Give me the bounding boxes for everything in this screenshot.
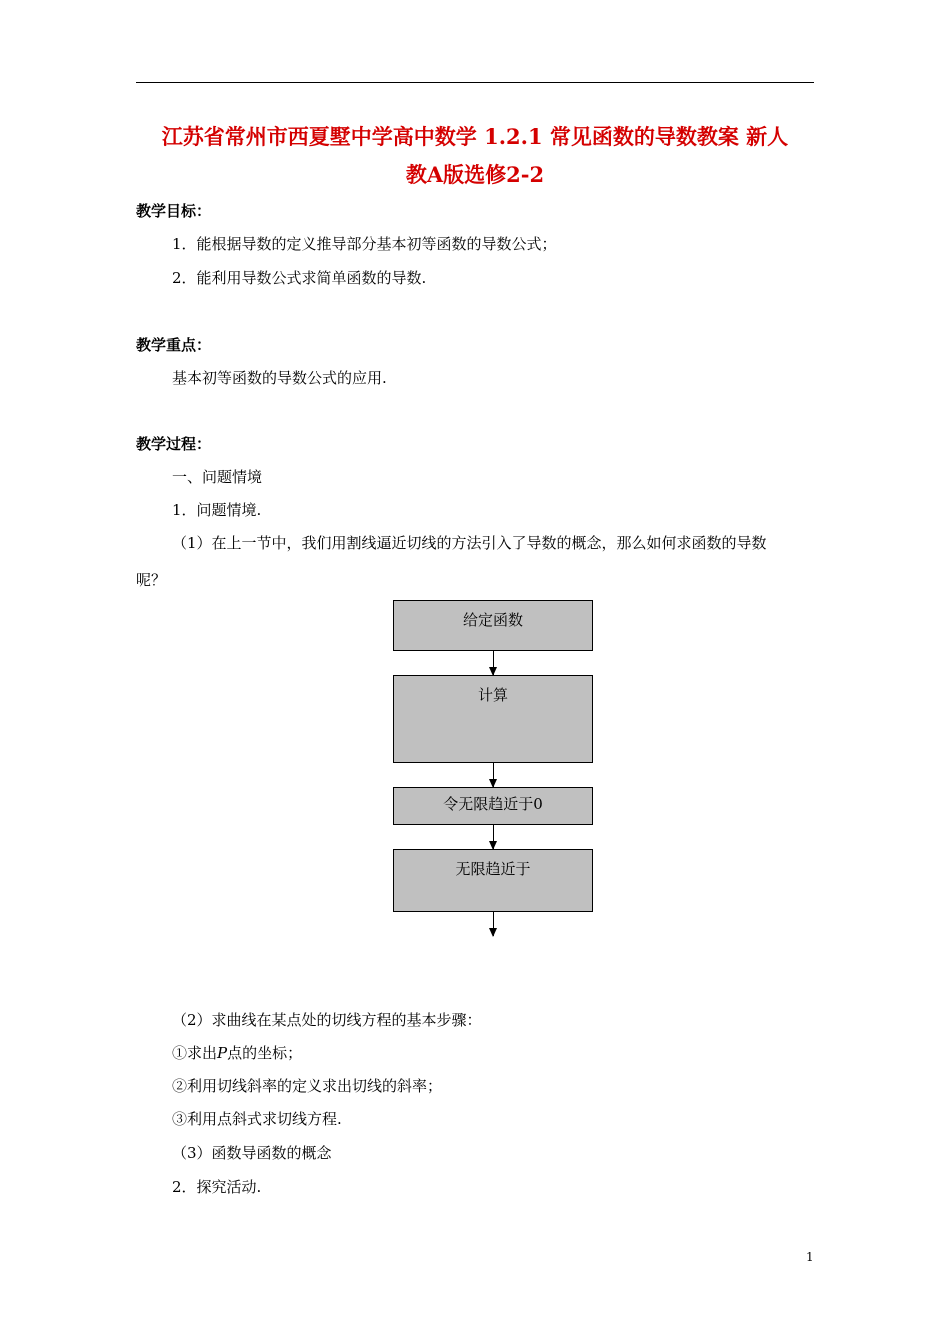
question-1-line-2: 呢？ [136, 571, 167, 589]
flowchart-arrow [493, 912, 494, 936]
question-3: （3）函数导函数的概念 [172, 1144, 332, 1162]
step-1-prefix: ①求出 [172, 1044, 218, 1062]
flowchart-box-given-function: 给定函数 [393, 600, 593, 651]
flowchart-arrow [493, 763, 494, 787]
goal-item-2: 2．能利用导数公式求简单函数的导数. [172, 269, 427, 287]
question-1-line-1: （1）在上一节中，我们用割线逼近切线的方法引入了导数的概念，那么如何求函数的导数 [172, 534, 767, 552]
list-item: 2．探究活动. [172, 1178, 262, 1196]
point-variable: P [217, 1044, 228, 1062]
document-title [136, 118, 814, 194]
flowchart-box-limit-zero: 令无限趋近于0 [393, 787, 593, 825]
step-1-suffix: 点的坐标； [227, 1044, 303, 1062]
title-line-1: 江苏省常州市西夏墅中学高中数学 1.2.1 常见函数的导数教案 新人 [161, 124, 789, 149]
process-heading: 教学过程： [136, 435, 212, 453]
flowchart-arrow [493, 825, 494, 849]
goals-heading: 教学目标： [136, 202, 212, 220]
question-2: （2）求曲线在某点处的切线方程的基本步骤： [172, 1011, 482, 1029]
key-points-heading: 教学重点： [136, 336, 212, 354]
key-points-text: 基本初等函数的导数公式的应用. [172, 369, 387, 387]
title-line-2: 教A版选修2-2 [405, 162, 545, 187]
list-item: 1．问题情境. [172, 501, 262, 519]
goal-item-1: 1．能根据导数的定义推导部分基本初等函数的导数公式； [172, 235, 557, 253]
step-2: ②利用切线斜率的定义求出切线的斜率； [172, 1077, 443, 1095]
flowchart-box-tends-to: 无限趋近于 [393, 849, 593, 912]
step-1 [172, 1043, 302, 1063]
flowchart-arrow [493, 651, 494, 675]
header-rule [136, 82, 814, 83]
step-3: ③利用点斜式求切线方程. [172, 1110, 342, 1128]
section-heading: 一、问题情境 [172, 468, 263, 486]
flowchart-box-compute: 计算 [393, 675, 593, 763]
page-number: 1 [806, 1250, 814, 1264]
